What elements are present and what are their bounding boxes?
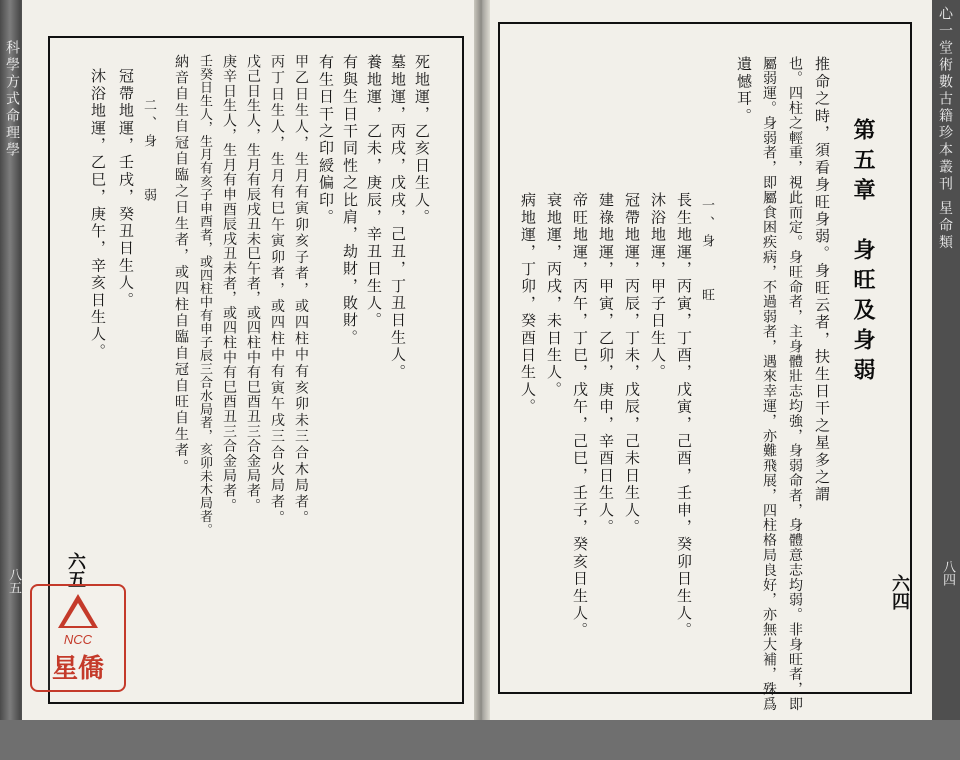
mountain-logo-icon [58, 594, 98, 628]
strong-row-1: 長生地運，丙寅，丁酉，戊寅，己酉，壬申，癸卯日生人。 [675, 192, 693, 640]
left-row-7: 丙丁日生人，生月有巳午寅卯者，或四柱中有寅午戌三合火局者。 [269, 54, 285, 527]
stamp-latin-text: NCC [63, 632, 93, 647]
left-row-9: 庚辛日生人，生月有申酉辰戌丑未者，或四柱中有巳酉丑三合金局者。 [221, 54, 237, 513]
weak-row-2: 沐浴地運，乙巳，庚午，辛亥日生人。 [89, 68, 107, 361]
left-row-8: 戊己日生人，生月有辰戌丑未巳午者，或四柱中有巳酉丑三合金局者。 [245, 54, 261, 513]
intro-line-2: 也。四柱之輕重，視此而定。身旺命者，主身體壯志均強，身弱命者，身體意志均弱。非身旺者，即 [787, 56, 803, 712]
intro-line-3: 屬弱運。身弱者，即屬食困疾病，不過弱者，遇來幸運，亦難飛展，四柱格局良好，亦無大補，殊爲 [761, 56, 777, 712]
weak-row-1: 冠帶地運，壬戌，癸丑日生人。 [117, 68, 135, 309]
intro-line-1: 推命之時，須看身旺身弱。身旺云者，扶生日干之星多之謂 [813, 56, 831, 504]
left-row-5: 有生日干之印綬偏印。 [317, 54, 335, 226]
left-row-11: 納音自生自冠自臨之日生者，或四柱自臨自冠自旺自生者。 [173, 54, 189, 476]
left-row-6: 甲乙日生人，生月有寅卯亥子者，或四柱中有亥卯未三合木局者。 [293, 54, 309, 527]
left-row-2: 墓地運，丙戌，戊戌，己丑，丁丑日生人。 [389, 54, 407, 381]
right-edge-series-title: 心一堂術數古籍珍本叢刊 星命類 [937, 6, 953, 252]
strong-row-7: 病地運，丁卯，癸酉日生人。 [519, 192, 537, 416]
strong-row-6: 衰地運，丙戌，未日生人。 [545, 192, 563, 399]
stamp-cjk-text: 星僑 [51, 654, 104, 684]
intro-line-4: 遺憾耳。 [735, 56, 753, 125]
left-row-4: 有與生日干同性之比肩，劫財，敗財。 [341, 54, 359, 347]
strong-row-3: 冠帶地運，丙辰，丁未，戊辰，己未日生人。 [623, 192, 641, 536]
strong-row-5: 帝旺地運，丙午，丁巳，戊午，己巳，壬子，癸亥日生人。 [571, 192, 589, 640]
left-row-3: 養地運，乙未，庚辰，辛丑日生人。 [365, 54, 383, 330]
left-row-1: 死地運，乙亥日生人。 [413, 54, 431, 226]
right-edge-number: 八四 [940, 560, 955, 586]
section-heading-weak: 二、身 弱 [141, 98, 156, 206]
left-edge-number: 八五 [6, 568, 21, 594]
left-row-10: 壬癸日生人，生月有亥子申酉者，或四柱中有申子辰三合水局者，亥卯未木局者。 [197, 54, 212, 537]
book-gutter [474, 0, 490, 720]
section-heading-strong: 一、身 旺 [699, 198, 714, 306]
ncc-watermark-stamp [30, 584, 126, 692]
right-page-number: 六四 [889, 574, 910, 610]
strong-row-2: 沐浴地運，甲子日生人。 [649, 192, 667, 382]
left-edge-series-title: 科學方式命理學 [4, 40, 20, 159]
chapter-title: 第五章 身旺及身弱 [850, 118, 876, 388]
strong-row-4: 建祿地運，甲寅，乙卯，庚申，辛酉日生人。 [597, 192, 615, 536]
left-page-number: 六五 [65, 552, 86, 588]
